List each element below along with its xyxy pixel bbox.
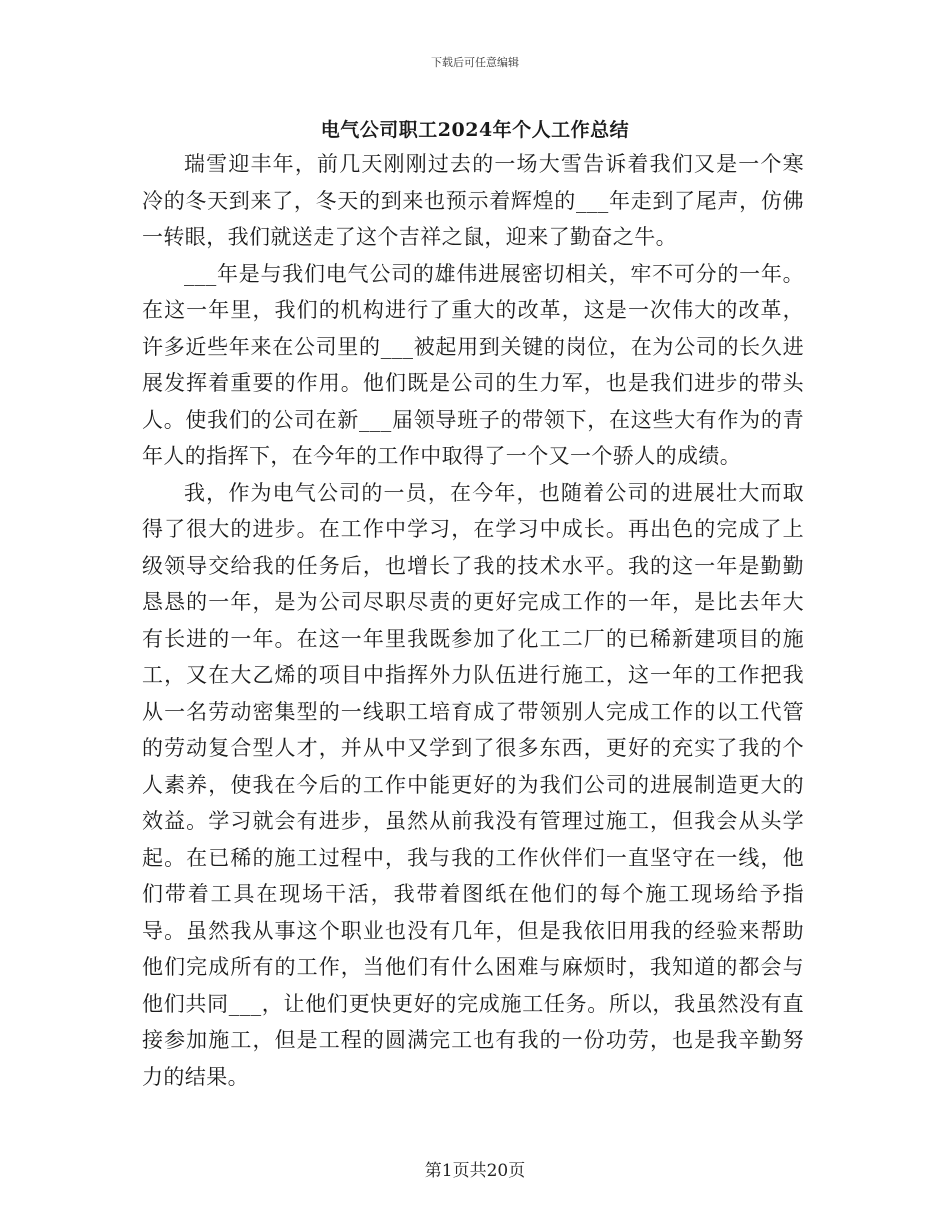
document-title: 电气公司职工2024年个人工作总结 <box>320 119 630 141</box>
header-note: 下载后可任意编辑 <box>431 56 519 69</box>
paragraph: ___年是与我们电气公司的雄伟进展密切相关，牢不可分的一年。在这一年里，我们的机构进行了重大的改革，这是一次伟大的改革，许多近些年来在公司里的___被起用到关键的岗位，在为公司的长久进展发挥着重要的作用。他们既是公司的生力军，也是我们进步的带头人。使我们的公司在新___届领导班子的带领下，在这些大有作为的青年人的指挥下，在今年的工作中取得了一个又一个骄人的成绩。 <box>142 261 804 468</box>
page-number: 第1页共20页 <box>424 1161 526 1181</box>
document-body <box>142 146 804 1095</box>
paragraph: 我，作为电气公司的一员，在今年，也随着公司的进展壮大而取得了很大的进步。在工作中学习，在学习中成长。再出色的完成了上级领导交给我的任务后，也增长了我的技术水平。我的这一年是勤勤恳恳的一年，是为公司尽职尽责的更好完成工作的一年，是比去年大有长进的一年。在这一年里我既参加了化工二厂的已稀新建项目的施工，又在大乙烯的项目中指挥外力队伍进行施工，这一年的工作把我从一名劳动密集型的一线职工培育成了带领别人完成工作的以工代管的劳动复合型人才，并从中又学到了很多东西，更好的充实了我的个人素养，使我在今后的工作中能更好的为我们公司的进展制造更大的效益。学习就会有进步，虽然从前我没有管理过施工，但我会从头学起。在已稀的施工过程中，我与我的工作伙伴们一直坚守在一线，他们带着工具在现场干活，我带着图纸在他们的每个施工现场给予指导。虽然我从事这个职业也没有几年，但是我依旧用我的经验来帮助他们完成所有的工作，当他们有什么困难与麻烦时，我知道的都会与他们共同___，让他们更快更好的完成施工任务。所以，我虽然没有直接参加施工，但是工程的圆满完工也有我的一份功劳，也是我辛勤努力的结果。 <box>142 480 804 1089</box>
paragraph: 瑞雪迎丰年，前几天刚刚过去的一场大雪告诉着我们又是一个寒冷的冬天到来了，冬天的到来也预示着辉煌的___年走到了尾声，仿佛一转眼，我们就送走了这个吉祥之鼠，迎来了勤奋之牛。 <box>142 152 804 249</box>
